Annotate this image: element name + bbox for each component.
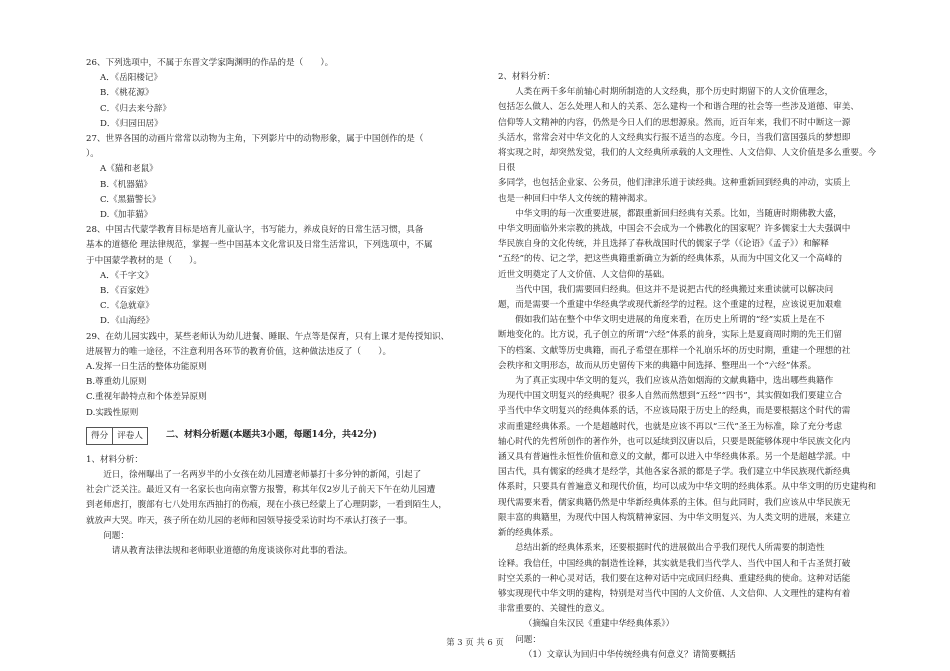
material-2-heading: 2、材料分析： bbox=[498, 72, 556, 82]
material-2-paragraph-2-line-4: “五经”的传、记之学，把这些典籍重新确立为新的经典体系，从而为中国文化又一个高峰的 bbox=[498, 254, 842, 265]
material-2-paragraph-5-line-10: 限丰富的典籍里，为现代中国人构筑精神家园、为中华文明复兴、为人类文明的进展，来建立 bbox=[498, 512, 851, 523]
material-2-question-1: （1）文章认为回归中华传统经典有何意义？请简要概括 bbox=[523, 649, 736, 660]
material-2-paragraph-5-line-3: 乎当代中华文明复兴的经典体系的话，不应该局限于历史上的经典，而是要根据这个时代的需 bbox=[498, 406, 851, 417]
material-2-paragraph-1-line-6: 多同学，也包括企业家、公务员，他们津津乐道于读经典。这种重新回到经典的冲动，实质上 bbox=[498, 178, 851, 189]
material-2-paragraph-3-line-2: 题，而是需要一个重建中华经典学或现代新经学的过程。这个重建的过程，应该说更加艰难 bbox=[498, 300, 842, 311]
question-27-option-d: D.《加菲猫》 bbox=[100, 210, 153, 221]
material-2-paragraph-1-line-4: 头活水，常常会对中华文化的人文经典实行报不适当的态度。今日，当我们富国强兵的梦想即 bbox=[498, 132, 851, 143]
question-26-option-d: D．《归园田居》 bbox=[100, 118, 163, 129]
material-2-paragraph-5-line-5: 轴心时代的先哲所创作的著作外，也可以延续到汉唐以后，只要是既能够体现中华民族文化内 bbox=[498, 436, 851, 447]
question-26-stem: 26、下列选项中，不属于东晋文学家陶渊明的作品的是（ ）。 bbox=[86, 58, 334, 68]
question-27-stem-line-2: ）。 bbox=[86, 149, 99, 160]
material-2-paragraph-5-line-1: 为了真正实现中华文明的复兴，我们应该从浩如烟海的文献典籍中，选出哪些典籍作 bbox=[515, 376, 834, 387]
question-27-stem-line-1: 27、世界各国的动画片常常以动物为主角，下列影片中的动物形象，属于中国创作的是（ bbox=[86, 134, 424, 145]
left-column bbox=[86, 56, 472, 559]
material-2-paragraph-5-line-8: 体系时，只要具有普遍意义和现代价值，均可以成为中华文明的经典体系。从中华文明的历史建构和 bbox=[498, 482, 877, 493]
question-28-stem-line-2: 基本的道德伦 理法律规范，掌握一些中国基本文化常识及日常生活常识，下列选项中，不属 bbox=[86, 240, 433, 251]
material-1-line-3: 到老师虐打，腹部有七八处用东西抽打的伤痕，现在小孩已经蒙上了心理阴影，一看到陌生人， bbox=[86, 500, 447, 511]
material-2-paragraph-4-line-3: 下的档案、文献等历史典籍，而孔子希望在那样一个礼崩乐坏的历史时期，重建一个理想的社 bbox=[498, 345, 851, 356]
material-2-paragraph-6-line-2: 诠释。我信任，中国经典的制造性诠释，其实就是我们当代学人、当代中国人和千古圣贤打破 bbox=[498, 558, 851, 569]
material-2-paragraph-2-line-3: 华民族自身的文化传统，并且选择了春秋战国时代的儒家子学（《论语》《孟子》）和解释 bbox=[498, 239, 829, 250]
material-2-question-label: 问题： bbox=[515, 634, 541, 645]
material-2-source: （摘编自朱汉民《重建中华经典体系》） bbox=[523, 619, 675, 630]
material-2-paragraph-1-line-7: 也是一种回归中华人文传统的精神渴求。 bbox=[498, 193, 653, 204]
question-26-option-b: B．《桃花源》 bbox=[100, 88, 154, 99]
question-28-option-a: A．《千字文》 bbox=[100, 270, 154, 281]
question-29-stem-line-1: 29、在幼儿园实践中，某些老师认为幼儿进餐、睡眠、午点等是保育，只有上课才是传授知识、 bbox=[86, 331, 450, 342]
question-29-option-b: B.尊重幼儿原则 bbox=[86, 377, 147, 388]
material-2-paragraph-3-line-1: 当代中国，我们需要回归经典。但这并不是说把古代的经典搬过来重读就可以解决问 bbox=[515, 284, 834, 295]
question-27-option-b: B.《机器猫》 bbox=[100, 179, 153, 190]
material-2-paragraph-4-line-4: 会秩序和文明形态，故而从历史留传下来的典籍中间选择、整理出一个“六经”体系。 bbox=[498, 360, 817, 371]
section-header bbox=[86, 427, 472, 445]
score-box bbox=[86, 427, 148, 445]
material-2-paragraph-6-line-1: 总结出新的经典体系来，还要根据时代的进展做出合乎我们现代人所需要的制造性 bbox=[515, 543, 825, 554]
material-2-paragraph-1-line-2: 包括怎么做人、怎么处理人和人的关系、怎么建构一个和谐合理的社会等一些涉及道德、审美、 bbox=[498, 102, 859, 113]
material-2-paragraph-6-line-4: 够实现现代中华文明的建构，特别是对当代中国的人文价值、人文信仰、人文理性的建构有着 bbox=[498, 588, 851, 599]
reviewer-label: 评卷人 bbox=[112, 428, 147, 444]
question-26-option-c: C．《归去来兮辞》 bbox=[100, 103, 172, 114]
material-2-paragraph-4-line-1: 假如我们站在整个中华文明史进展的角度来看，在历史上所谓的“经”实质上是在不 bbox=[515, 315, 825, 326]
material-1-question-label: 问题： bbox=[103, 530, 129, 541]
material-1-line-4: 就放声大哭。昨天，孩子所在幼儿园的老师和园领导接受采访时均不承认打孩子一事。 bbox=[86, 515, 413, 526]
material-2-paragraph-4-line-2: 断地变化的。比方说，孔子创立的所谓“六经”体系的前身，实际上是夏商周时期的先王们留 bbox=[498, 330, 842, 341]
section-title: 二、材料分析题(本题共3小题，每题14分，共42分) bbox=[166, 430, 377, 441]
question-28-option-b: B．《百家姓》 bbox=[100, 286, 154, 297]
material-2-paragraph-5-line-4: 求而重建经典体系。一个是超越时代，也就是应该不再以“三代”圣王为标准，除了充分考虑 bbox=[498, 421, 842, 432]
material-1-line-1: 近日，徐州曝出了一名两岁半的小女孩在幼儿园遭老师暴打十多分钟的新闻，引起了 bbox=[103, 470, 422, 481]
material-2-paragraph-5-line-11: 新的经典体系。 bbox=[498, 528, 559, 539]
question-29-option-a: A.发挥一日生活的整体功能原则 bbox=[86, 362, 207, 373]
score-label: 得分 bbox=[91, 430, 109, 441]
material-2-paragraph-5-line-9: 现代需要来看，儒家典籍仍然是中华新经典体系的主体。但与此同时，我们应该从中华民族无 bbox=[498, 497, 851, 508]
material-2-paragraph-5-line-2: 为现代中国文明复兴的经典呢？很多人自然而然想到“五经”“四书”，其实假如我们要建立合 bbox=[498, 391, 843, 402]
material-1-line-2: 社会广泛关注。最近又有一名家长也向南京警方报警，称其年仅2岁儿子前天下午在幼儿园遭 bbox=[86, 485, 436, 496]
question-26-option-a: A．《岳阳楼记》 bbox=[100, 73, 163, 84]
material-2-paragraph-6-line-5: 非常重要的、关键性的意义。 bbox=[498, 604, 610, 615]
material-2-paragraph-2-line-2: 中华文明面临外来宗教的挑战，中国会不会成为一个佛教化的国家呢？许多儒家士大夫强调中 bbox=[498, 224, 851, 235]
material-2-body bbox=[498, 85, 882, 617]
material-1-question: 请从教育法律法规和老师职业道德的角度谈谈你对此事的看法。 bbox=[111, 546, 353, 557]
material-2-paragraph-2-line-1: 中华文明的每一次重要进展，都跟重新回归经典有关系。比如，当随唐时期佛教大盛， bbox=[515, 208, 842, 219]
page-footer: 第 3 页 共 6 页 bbox=[446, 637, 504, 647]
material-2-paragraph-1-line-5: 将实现之时，却突然发觉，我们的人文经典所承载的人文理性、人文信仰、人文价值是多么重要。今日很 bbox=[498, 148, 877, 174]
question-27-option-a: A《猫和老鼠》 bbox=[100, 164, 158, 175]
material-2-paragraph-5-line-7: 国古代，具有儒家的经典才是经学，其他各家各派的都是子学。我们建立中华民族现代新经典 bbox=[498, 467, 851, 478]
question-29-option-d: D.实践性原则 bbox=[86, 407, 139, 418]
right-column bbox=[498, 70, 882, 663]
question-28-option-c: C．《急就章》 bbox=[100, 301, 154, 312]
material-2-paragraph-2-line-5: 近世文明奠定了人文价值、人文信仰的基础。 bbox=[498, 269, 670, 280]
question-27-option-c: C.《黑猫警长》 bbox=[100, 194, 161, 205]
material-2-paragraph-6-line-3: 时空关系的一种心灵对话，我们要在这种对话中完成回归经典、重建经典的使命。这种对话能 bbox=[498, 573, 851, 584]
material-2-paragraph-1-line-1: 人类在两千多年前轴心时期所制造的人文经典，那个历史时期留下的人文价值理念， bbox=[515, 87, 834, 98]
material-1-heading: 1、材料分析： bbox=[86, 454, 144, 465]
question-28-stem-line-3: 于中国蒙学教材的是（ ）。 bbox=[86, 255, 203, 266]
question-28-option-d: D．《山海经》 bbox=[100, 316, 155, 327]
material-2-paragraph-1-line-3: 信仰等人文精神的内容，仍然是今日人们的思想源泉。然而，近百年来，我们不时中断这一源 bbox=[498, 117, 851, 128]
material-2-paragraph-5-line-6: 涵又具有普遍性永恒性价值和意义的文献，都可以进入中华经典体系。另一个是超越学派。中 bbox=[498, 452, 851, 463]
question-29-stem-line-2: 进展智力的唯一途径，不注意利用各环节的教育价值，这种做法违反了（ ）。 bbox=[86, 346, 392, 357]
question-28-stem-line-1: 28、中国古代蒙学教育目标是培育儿童认字，书写能力，养成良好的日常生活习惯，具备 bbox=[86, 225, 424, 236]
question-29-option-c: C.重视年龄特点和个体差异原则 bbox=[86, 392, 207, 403]
